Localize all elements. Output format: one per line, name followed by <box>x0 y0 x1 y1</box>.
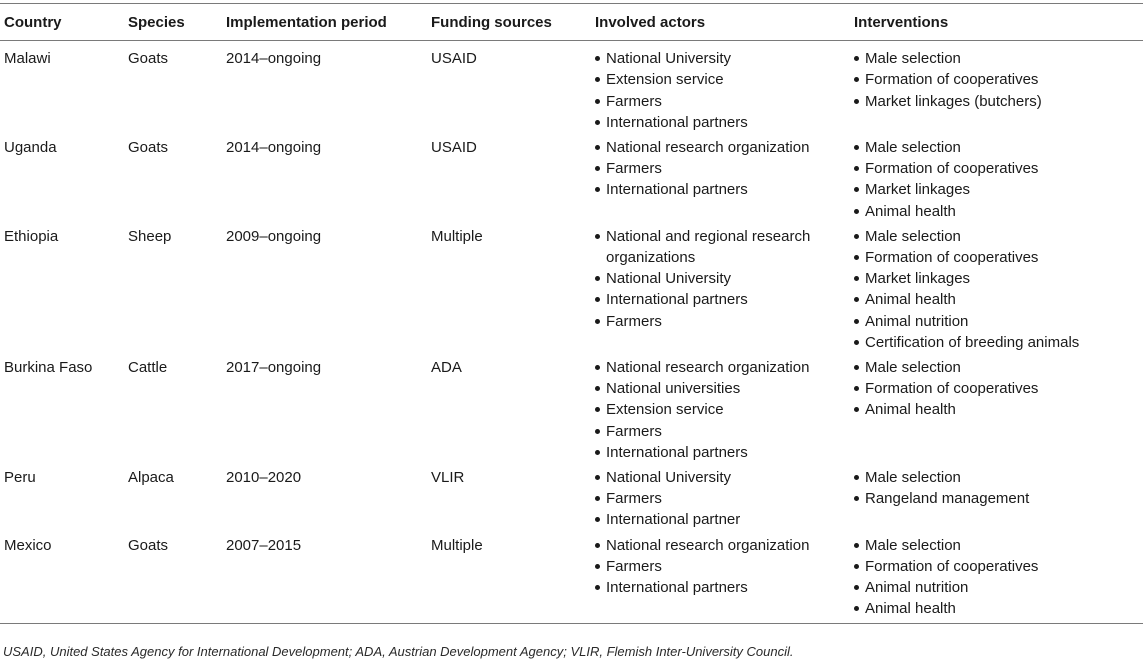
header-species: Species <box>124 4 222 41</box>
actor-item: International partner <box>595 509 850 530</box>
intervention-item: Animal nutrition <box>854 311 1143 332</box>
actor-item: Extension service <box>595 69 850 90</box>
intervention-item: Animal health <box>854 201 1143 222</box>
intervention-item: Animal health <box>854 399 1143 420</box>
intervention-item: Male selection <box>854 137 1143 158</box>
species-cell: Goats <box>124 533 222 624</box>
interventions-list <box>854 357 1143 421</box>
table-row <box>0 41 1143 135</box>
actor-item: National research organization <box>595 137 850 158</box>
actor-item: National University <box>595 467 850 488</box>
actor-item: Extension service <box>595 399 850 420</box>
actors-list <box>595 137 850 201</box>
table-footnote: USAID, United States Agency for International Development; ADA, Austrian Development Agency; VLIR, Flemish Inter-University Council. <box>3 644 794 659</box>
interventions-cell <box>850 135 1143 224</box>
actors-cell <box>591 465 850 533</box>
actors-cell <box>591 533 850 624</box>
intervention-item: Certification of breeding animals <box>854 332 1143 353</box>
actor-item: Farmers <box>595 91 850 112</box>
actor-item: Farmers <box>595 488 850 509</box>
actor-item: National universities <box>595 378 850 399</box>
intervention-item: Male selection <box>854 467 1143 488</box>
intervention-item: Market linkages <box>854 268 1143 289</box>
table-header <box>0 4 1143 41</box>
header-funding-sources: Funding sources <box>427 4 591 41</box>
country-cell: Burkina Faso <box>4 359 93 377</box>
period-cell: 2014–ongoing <box>226 139 322 157</box>
intervention-item: Formation of cooperatives <box>854 158 1143 179</box>
funding-cell: USAID <box>431 139 477 157</box>
table-row <box>0 355 1143 465</box>
actor-item: Farmers <box>595 158 850 179</box>
actors-list <box>595 48 850 133</box>
period-cell: 2014–ongoing <box>226 50 322 68</box>
actors-list <box>595 357 850 463</box>
header-country: Country <box>0 4 124 41</box>
table-row <box>0 465 1143 533</box>
table-row <box>0 533 1143 624</box>
interventions-list <box>854 48 1143 112</box>
funding-cell: Multiple <box>431 227 483 245</box>
actors-cell <box>591 135 850 224</box>
interventions-cell <box>850 533 1143 624</box>
country-cell: Mexico <box>0 533 124 624</box>
actors-list <box>595 535 850 599</box>
intervention-item: Formation of cooperatives <box>854 378 1143 399</box>
interventions-list <box>854 226 1143 353</box>
actor-item: International partners <box>595 112 850 133</box>
actor-item: National research organization <box>595 357 850 378</box>
programs-table <box>0 3 1143 624</box>
actor-item: International partners <box>595 179 850 200</box>
intervention-item: Male selection <box>854 48 1143 69</box>
actor-item: International partners <box>595 442 850 463</box>
funding-cell: ADA <box>431 359 462 377</box>
intervention-item: Animal nutrition <box>854 577 1143 598</box>
intervention-item: Formation of cooperatives <box>854 556 1143 577</box>
country-cell: Malawi <box>4 50 51 68</box>
actors-cell <box>591 41 850 135</box>
header-row <box>0 4 1143 41</box>
species-cell: Goats <box>128 50 169 68</box>
table-row <box>0 224 1143 355</box>
country-cell: Uganda <box>4 139 57 157</box>
intervention-item: Animal health <box>854 598 1143 619</box>
period-cell: 2007–2015 <box>222 533 427 624</box>
interventions-cell <box>850 41 1143 135</box>
actor-item: Farmers <box>595 421 850 442</box>
species-cell: Cattle <box>128 359 168 377</box>
header-involved-actors: Involved actors <box>591 4 850 41</box>
country-cell: Peru <box>4 469 36 487</box>
actor-item: Farmers <box>595 311 850 332</box>
interventions-cell <box>850 465 1143 533</box>
period-cell: 2009–ongoing <box>226 227 322 245</box>
period-cell: 2017–ongoing <box>226 359 322 377</box>
intervention-item: Formation of cooperatives <box>854 247 1143 268</box>
table-body <box>0 41 1143 624</box>
species-cell: Alpaca <box>128 469 174 487</box>
period-cell: 2010–2020 <box>226 469 302 487</box>
funding-cell: USAID <box>431 50 477 68</box>
actor-item: National University <box>595 268 850 289</box>
interventions-list <box>854 535 1143 620</box>
interventions-cell <box>850 355 1143 465</box>
interventions-cell <box>850 224 1143 355</box>
actors-list <box>595 226 850 332</box>
actors-cell <box>591 355 850 465</box>
intervention-item: Formation of cooperatives <box>854 69 1143 90</box>
intervention-item: Male selection <box>854 226 1143 247</box>
actors-list <box>595 467 850 531</box>
funding-cell: VLIR <box>431 469 465 487</box>
intervention-item: Market linkages <box>854 179 1143 200</box>
species-cell: Sheep <box>128 227 172 245</box>
actor-item: International partners <box>595 289 850 310</box>
table-row <box>0 135 1143 224</box>
actor-item: Farmers <box>595 556 850 577</box>
intervention-item: Male selection <box>854 357 1143 378</box>
actor-item: International partners <box>595 577 850 598</box>
intervention-item: Rangeland management <box>854 488 1143 509</box>
species-cell: Goats <box>128 139 169 157</box>
actor-item: National University <box>595 48 850 69</box>
interventions-list <box>854 137 1143 222</box>
intervention-item: Animal health <box>854 289 1143 310</box>
actor-item: National and regional research organizations <box>595 226 850 268</box>
interventions-list <box>854 467 1143 509</box>
funding-cell: Multiple <box>427 533 591 624</box>
country-cell: Ethiopia <box>4 227 59 245</box>
actors-cell <box>591 224 850 355</box>
intervention-item: Male selection <box>854 535 1143 556</box>
actor-item: National research organization <box>595 535 850 556</box>
header-interventions: Interventions <box>850 4 1143 41</box>
header-implementation-period: Implementation period <box>222 4 427 41</box>
intervention-item: Market linkages (butchers) <box>854 91 1143 112</box>
